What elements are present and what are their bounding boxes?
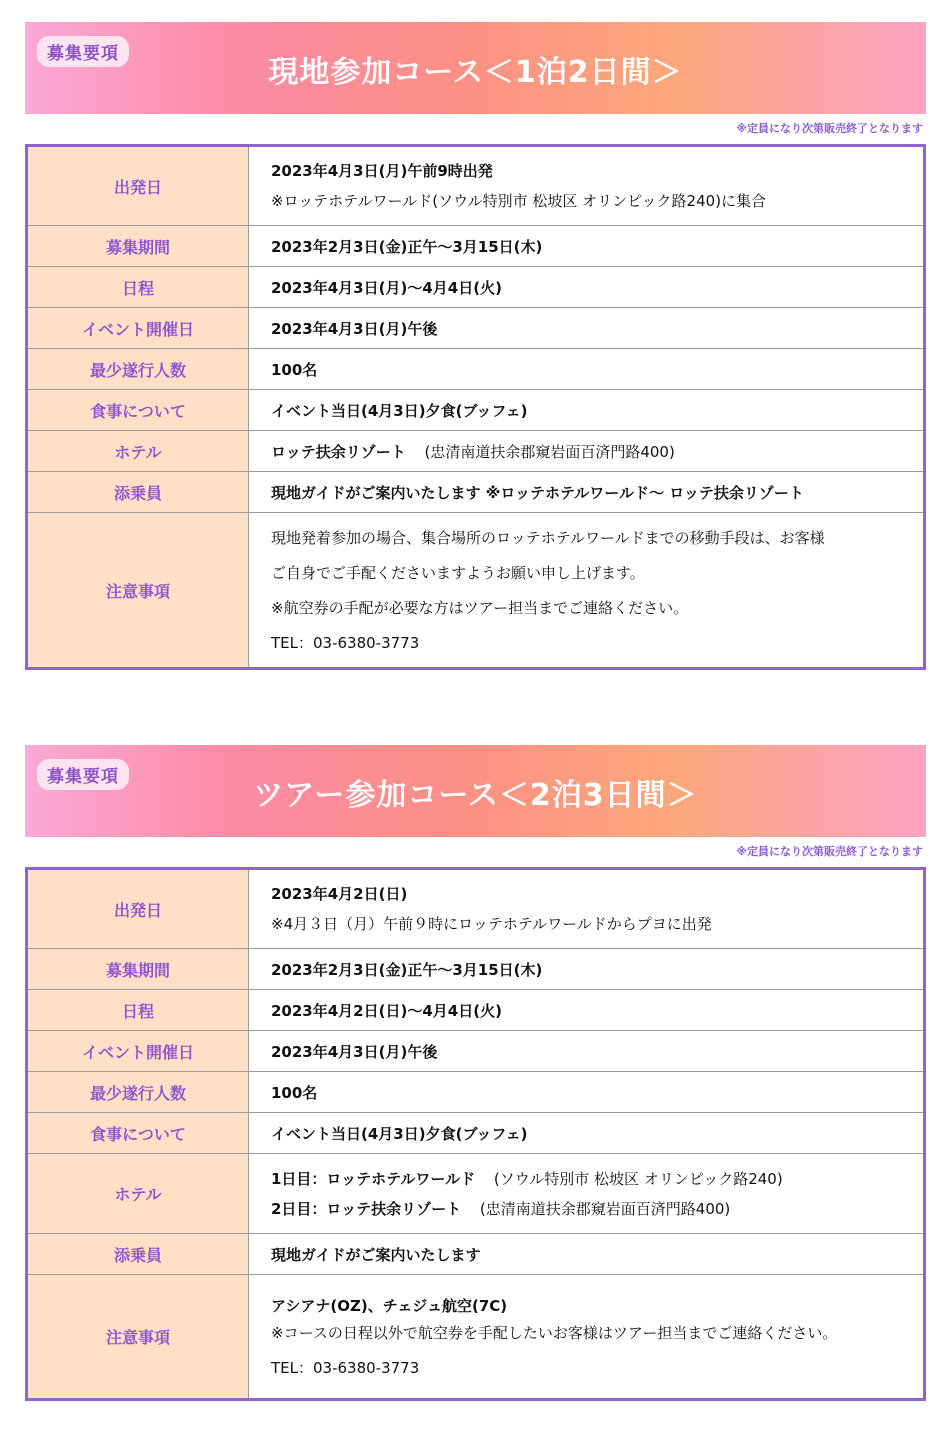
course-section-tour [25, 745, 926, 1401]
course-banner [25, 745, 926, 837]
row-label: イベント開催日 [27, 308, 249, 349]
row-label: ホテル [27, 1154, 249, 1234]
hotel-name: 2日目：ロッテ扶余リゾート [271, 1199, 462, 1218]
notice-line: 現地発着参加の場合、集合場所のロッテホテルワールドまでの移動手段は、お客様 [271, 528, 825, 547]
row-label: 添乗員 [27, 1234, 249, 1275]
course-banner [25, 22, 926, 114]
row-value: 現地ガイドがご案内いたします [249, 1234, 925, 1275]
row-label: 注意事項 [27, 513, 249, 669]
hotel-address: (忠清南道扶余郡窺岩面百済門路400) [479, 1199, 731, 1218]
table-row [27, 472, 925, 513]
row-value: 2023年2月3日(金)正午～3月15日(木) [249, 949, 925, 990]
hotel-day2 [271, 1198, 923, 1220]
row-value: 2023年4月3日(月)～4月4日(火) [249, 267, 925, 308]
hotel-name: 1日目：ロッテホテルワールド [271, 1169, 476, 1188]
recruitment-badge: 募集要項 [37, 759, 129, 790]
row-label: 最少遂行人数 [27, 1072, 249, 1113]
airlines: アシアナ(OZ)、チェジュ航空(7C) [271, 1296, 508, 1315]
row-label: 募集期間 [27, 949, 249, 990]
row-value: イベント当日(4月3日)夕食(ブッフェ) [249, 390, 925, 431]
recruitment-badge: 募集要項 [37, 36, 129, 67]
row-label: 募集期間 [27, 226, 249, 267]
row-value [249, 513, 925, 669]
row-value [249, 431, 925, 472]
table-row [27, 431, 925, 472]
meeting-point: ※ロッテホテルワールド(ソウル特別市 松坡区 オリンピック路240)に集合 [271, 192, 767, 210]
table-row [27, 990, 925, 1031]
row-label: 出発日 [27, 869, 249, 949]
row-label: 食事について [27, 1113, 249, 1154]
table-row [27, 226, 925, 267]
table-row [27, 267, 925, 308]
table-row [27, 308, 925, 349]
course-title: 現地参加コース＜1泊2日間＞ [268, 55, 683, 90]
table-row [27, 869, 925, 949]
departure-note: ※4月３日（月）午前９時にロッテホテルワールドからプヨに出発 [271, 915, 712, 933]
hotel-name: ロッテ扶余リゾート [271, 442, 406, 461]
row-label: 最少遂行人数 [27, 349, 249, 390]
contact-phone: TEL：03-6380-3773 [271, 633, 420, 652]
departure-date: 2023年4月2日(日) [271, 885, 408, 903]
table-row [27, 1113, 925, 1154]
capacity-note: ※定員になり次第販売終了となります [736, 845, 923, 858]
row-value: 2023年4月3日(月)午後 [249, 1031, 925, 1072]
row-value: 2023年4月2日(日)～4月4日(火) [249, 990, 925, 1031]
hotel-day1 [271, 1168, 923, 1190]
table-row [27, 1275, 925, 1400]
table-row [27, 513, 925, 669]
table-row [27, 1031, 925, 1072]
course-details-table [25, 867, 926, 1401]
course-details-table [25, 144, 926, 670]
row-label: 出発日 [27, 146, 249, 226]
table-row [27, 390, 925, 431]
hotel-address: (忠清南道扶余郡窺岩面百済門路400) [424, 442, 675, 461]
table-row [27, 146, 925, 226]
table-row [27, 1154, 925, 1234]
table-row [27, 1072, 925, 1113]
row-label: 日程 [27, 267, 249, 308]
row-value: 2023年4月3日(月)午後 [249, 308, 925, 349]
row-value: イベント当日(4月3日)夕食(ブッフェ) [249, 1113, 925, 1154]
row-label: 添乗員 [27, 472, 249, 513]
row-value: 100名 [249, 1072, 925, 1113]
row-value [249, 1154, 925, 1234]
row-label: イベント開催日 [27, 1031, 249, 1072]
notice-line: ご自身でご手配くださいますようお願い申し上げます。 [271, 563, 645, 582]
row-value: 2023年2月3日(金)正午～3月15日(木) [249, 226, 925, 267]
course-section-onsite [25, 22, 926, 670]
contact-phone: TEL：03-6380-3773 [271, 1358, 420, 1377]
row-label: ホテル [27, 431, 249, 472]
row-value [249, 1275, 925, 1400]
row-value [249, 146, 925, 226]
table-row [27, 1234, 925, 1275]
capacity-note: ※定員になり次第販売終了となります [736, 122, 923, 135]
table-row [27, 349, 925, 390]
notice-line: ※航空券の手配が必要な方はツアー担当までご連絡ください。 [271, 598, 689, 617]
row-label: 食事について [27, 390, 249, 431]
table-row [27, 949, 925, 990]
row-value: 100名 [249, 349, 925, 390]
hotel-address: (ソウル特別市 松坡区 オリンピック路240) [493, 1169, 783, 1188]
course-title: ツアー参加コース＜2泊3日間＞ [253, 778, 698, 813]
notice-line: ※コースの日程以外で航空券を手配したいお客様はツアー担当までご連絡ください。 [271, 1323, 838, 1342]
departure-date: 2023年4月3日(月)午前9時出発 [271, 162, 493, 180]
row-label: 日程 [27, 990, 249, 1031]
row-value: 現地ガイドがご案内いたします ※ロッテホテルワールド～ ロッテ扶余リゾート [249, 472, 925, 513]
row-value [249, 869, 925, 949]
row-label: 注意事項 [27, 1275, 249, 1400]
